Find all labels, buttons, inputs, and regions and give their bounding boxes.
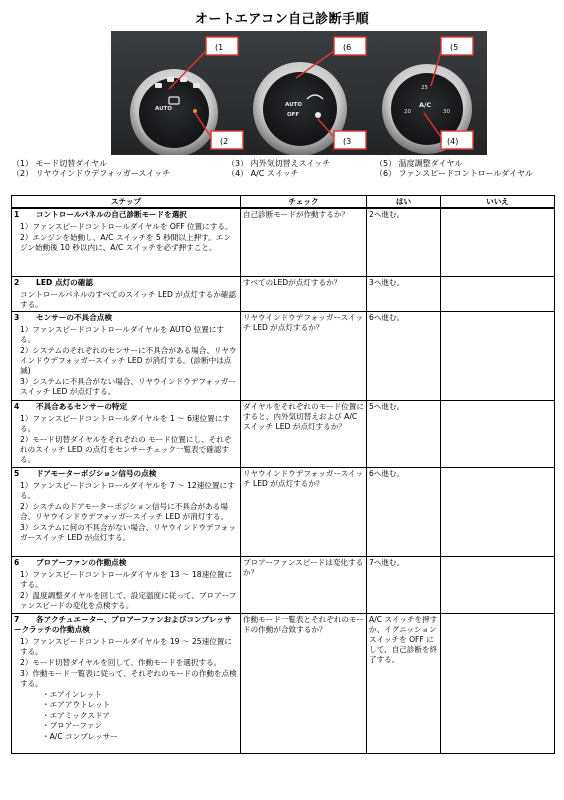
step-cell bbox=[12, 311, 241, 400]
no-cell bbox=[441, 467, 555, 556]
step-substeps bbox=[14, 637, 238, 689]
header-no: いいえ bbox=[441, 196, 555, 209]
table-row bbox=[12, 276, 555, 311]
substep-item: 1）ファンスピードコントロールダイヤルを 13 ～ 18速位置にする。 bbox=[20, 569, 232, 589]
step-cell bbox=[12, 556, 241, 613]
yes-cell: 5へ進む。 bbox=[367, 400, 441, 467]
legend-item-3: （3） 内外気切替えスイッチ bbox=[227, 159, 331, 168]
step-substeps bbox=[14, 325, 238, 397]
led-indicator bbox=[193, 109, 197, 113]
check-cell: ブロアーファンスピードは変化するか？ bbox=[241, 556, 367, 613]
label-off: OFF bbox=[287, 112, 300, 118]
step-title-text: LED 点灯の確認 bbox=[36, 277, 93, 287]
no-cell bbox=[441, 556, 555, 613]
table-row bbox=[12, 311, 555, 400]
diagnosis-table bbox=[11, 195, 555, 754]
legend-item-1: （1） モード切替ダイヤル bbox=[12, 159, 108, 168]
check-cell: 作動モード一覧表とそれぞれのモードの作動が合致するか？ bbox=[241, 613, 367, 753]
check-cell: ダイヤルをそれぞれのモード位置にすると、内外気切替えおよび A/C スイッチ LED が点灯するか？ bbox=[241, 400, 367, 467]
substep-item: 3）作動モード一覧表に従って、それぞれのモードの作動を点検する。 bbox=[20, 668, 237, 688]
substep-item: 2）モード切替ダイヤルを回して、作動モードを選択する。 bbox=[20, 657, 222, 667]
step-substeps bbox=[14, 414, 238, 465]
step-title bbox=[14, 278, 238, 288]
step-title-text: ブロアーファンの作動点検 bbox=[36, 557, 127, 567]
no-cell bbox=[441, 311, 555, 400]
legend-column-1 bbox=[12, 159, 170, 179]
substep-item: 3）システムに不具合がない場合、リヤウインドウデフォッガースイッチ LED が点灯する。 bbox=[20, 376, 236, 396]
no-cell bbox=[441, 208, 555, 276]
yes-cell: 7へ進む。 bbox=[367, 556, 441, 613]
callout-3: (3 bbox=[343, 137, 352, 146]
substep-item: 1）ファンスピードコントロールダイヤルを 7 ～ 12速位置にする。 bbox=[20, 480, 235, 500]
step-cell bbox=[12, 208, 241, 276]
yes-cell: 2へ進む。 bbox=[367, 208, 441, 276]
check-cell: リヤウインドウデフォッガースイッチ LED が点灯するか？ bbox=[241, 311, 367, 400]
step-number: 1 bbox=[14, 210, 20, 219]
substep-item: 1）ファンスピードコントロールダイヤルを 1 ～ 6速位置にする。 bbox=[20, 413, 230, 433]
step-title bbox=[14, 402, 238, 412]
yes-cell: 3へ進む。 bbox=[367, 276, 441, 311]
legend-column-3 bbox=[375, 159, 533, 179]
step-substeps bbox=[14, 481, 238, 543]
step-number: 3 bbox=[14, 312, 20, 322]
header-step: ステップ bbox=[12, 196, 241, 209]
step-title bbox=[14, 469, 238, 479]
label-30: 30 bbox=[443, 109, 450, 115]
check-cell: 自己診断モードが作動するか？ bbox=[241, 208, 367, 276]
legend-item-2: （2） リヤウインドウデフォッガースイッチ bbox=[12, 169, 171, 178]
substep-item: 2）モード切替ダイヤルをそれぞれの モード位置にし、それぞれのスイッチ LED の点灯をセンサーチェック一覧表で確認する。 bbox=[20, 434, 232, 464]
callout-6: (6 bbox=[343, 43, 352, 52]
page-title: オートエアコン自己診断手順 bbox=[194, 12, 370, 27]
no-cell bbox=[441, 276, 555, 311]
step-title bbox=[14, 313, 238, 323]
header-yes: はい bbox=[367, 196, 441, 209]
step-substeps bbox=[14, 570, 238, 611]
check-cell: リヤウインドウデフォッガースイッチ LED が点灯するか？ bbox=[241, 467, 367, 556]
no-cell bbox=[441, 400, 555, 467]
control-panel-photo bbox=[111, 31, 487, 155]
step-number: 6 bbox=[14, 557, 20, 567]
table-body bbox=[12, 208, 555, 753]
legend-item-6: （6） ファンスピードコントロールダイヤル bbox=[375, 169, 533, 178]
step-number: 5 bbox=[14, 468, 20, 478]
step-description: コントロールパネルのすべてのスイッチ LED が点灯するか確認する。 bbox=[20, 289, 236, 309]
step-cell bbox=[12, 400, 241, 467]
header-check: チェック bbox=[241, 196, 367, 209]
table-header-row bbox=[12, 196, 555, 209]
label-auto-mid: AUTO bbox=[285, 102, 302, 108]
check-target-item: ・A/C コンプレッサー bbox=[42, 731, 118, 741]
table-row bbox=[12, 556, 555, 613]
table-row bbox=[12, 208, 555, 276]
check-target-list bbox=[14, 690, 238, 743]
step-title bbox=[14, 210, 238, 220]
table-row bbox=[12, 400, 555, 467]
check-cell: すべてのLEDが点灯するか？ bbox=[241, 276, 367, 311]
step-cell bbox=[12, 467, 241, 556]
table-row bbox=[12, 467, 555, 556]
check-target-item: ・エアアウトレット bbox=[42, 700, 111, 709]
callout-1: (1 bbox=[215, 43, 224, 52]
check-target-item: ・エアミックスドア bbox=[42, 710, 110, 720]
step-number: 4 bbox=[14, 401, 20, 411]
substep-item: 1）ファンスピードコントロールダイヤルを OFF 位置にする。 bbox=[20, 222, 233, 231]
substep-item: 1）ファンスピードコントロールダイヤルを AUTO 位置にする。 bbox=[20, 324, 225, 344]
step-title bbox=[14, 615, 238, 635]
substep-item: 3）システムに何の不具合がない場合、リヤウインドウデフォッガースイッチ LED が点灯する。 bbox=[20, 522, 236, 542]
step-title-text: ドアモーターポジション信号の点検 bbox=[36, 468, 157, 478]
substep-item: 2）システムのドアモーターポジション信号に不具合がある場合、リヤウインドウデフォッガースイッチ LED が消灯する。 bbox=[20, 501, 229, 521]
step-cell bbox=[12, 613, 241, 753]
legend-item-5: （5） 温度調整ダイヤル bbox=[375, 159, 463, 168]
step-title-text: センサーの不具合点検 bbox=[36, 312, 112, 322]
substep-item: 2）エンジンを始動し、A/C スイッチを 5 秒間以上押す。エンジン始動後 10 秒以内に、A/C スイッチを必ず押すこと。 bbox=[20, 233, 231, 252]
yes-cell: 6へ進む。 bbox=[367, 311, 441, 400]
mode-dial[interactable] bbox=[130, 69, 218, 155]
step-title bbox=[14, 558, 238, 568]
step-title-text: コントロールパネルの自己診断モードを選択 bbox=[36, 210, 187, 219]
step-substeps bbox=[14, 222, 238, 253]
substep-item: 1）ファンスピードコントロールダイヤルを 19 ～ 25速位置にする。 bbox=[20, 636, 232, 656]
yes-cell: A/C スイッチを押すか、イグニッションスイッチを OFF にして、自己診断を終了する。 bbox=[367, 613, 441, 753]
substep-item: 2）システムのそれぞれのセンサーに不具合がある場合、リヤウインドウデフォッガースイッチ LED が消灯する。(診断中は点滅) bbox=[20, 345, 237, 375]
control-panel-illustration bbox=[111, 31, 487, 155]
step-title-text: 各アクチュエーター、ブロアーファンおよびコンプレッサークラッチの作動点検 bbox=[14, 614, 232, 634]
check-target-item: ・エアインレット bbox=[42, 689, 102, 699]
callout-5: (5 bbox=[450, 43, 459, 52]
step-cell bbox=[12, 276, 241, 311]
table-row bbox=[12, 613, 555, 753]
callout-4: (4) bbox=[447, 137, 459, 146]
step-number: 2 bbox=[14, 277, 20, 287]
step-title-text: 不具合あるセンサーの特定 bbox=[36, 401, 128, 411]
substep-item: 2）温度調整ダイヤルを回して、設定温度に従って、ブロアーファンスピードの変化を点検する。 bbox=[20, 590, 237, 610]
legend-column-2 bbox=[227, 159, 330, 179]
fan-icon bbox=[315, 112, 321, 118]
no-cell bbox=[441, 613, 555, 753]
legend-item-4: （4） A/C スイッチ bbox=[227, 169, 299, 178]
label-auto-left: AUTO bbox=[155, 106, 172, 112]
label-25: 25 bbox=[421, 85, 428, 91]
label-20: 20 bbox=[404, 109, 411, 115]
label-ac: A/C bbox=[419, 101, 432, 109]
check-target-item: ・ブロアーファン bbox=[42, 721, 102, 730]
yes-cell: 6へ進む。 bbox=[367, 467, 441, 556]
step-number: 7 bbox=[14, 614, 20, 624]
callout-2: (2 bbox=[220, 137, 229, 146]
